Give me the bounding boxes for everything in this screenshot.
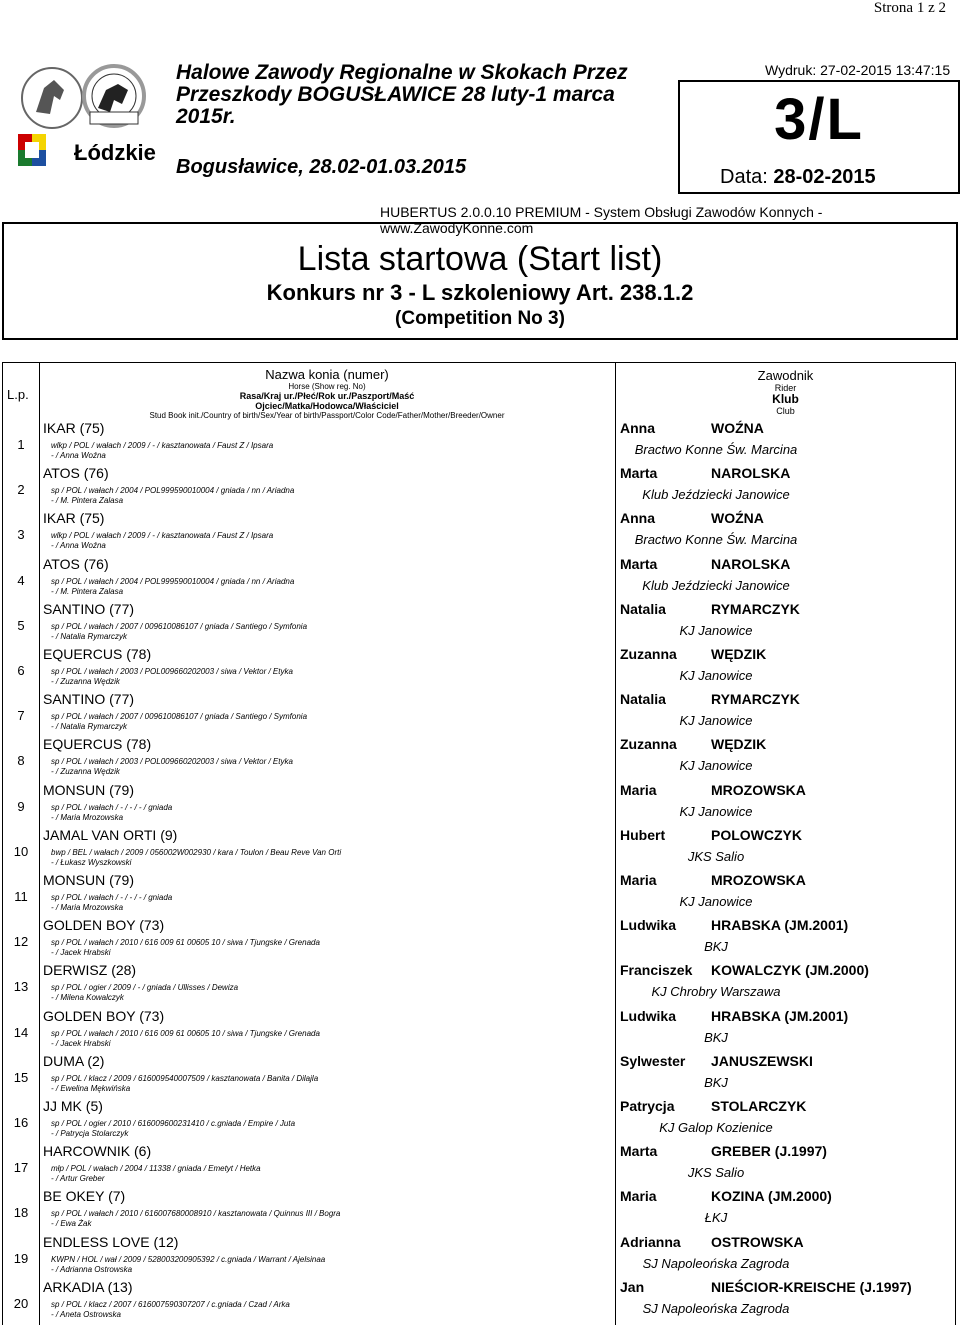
rider-last-name: WOŹNA — [711, 420, 764, 436]
horse-details — [51, 1300, 290, 1320]
start-number: 14 — [13, 1024, 29, 1040]
horse-details — [51, 1119, 295, 1139]
horse-owner: - / Anna Woźna — [51, 541, 106, 551]
table-row — [3, 1188, 955, 1236]
rider-club: JKS Salio — [687, 848, 745, 864]
horse-owner: - / Zuzanna Wędzik — [51, 677, 120, 686]
horse-details — [51, 938, 320, 958]
table-row — [3, 465, 955, 513]
horse-details — [51, 667, 293, 687]
horse-name: JJ MK (5) — [43, 1098, 103, 1114]
table-row — [3, 646, 955, 694]
rider-last-name: OSTROWSKA — [711, 1233, 804, 1250]
rider-header-en: Rider — [774, 383, 797, 393]
table-row — [3, 555, 955, 604]
rider-club: KJ Janowice — [679, 894, 753, 909]
horse-owner: - / Adrianna Ostrowska — [51, 1264, 133, 1274]
rider-header — [616, 363, 955, 416]
rider-first-name: Natalia — [620, 691, 666, 708]
start-number: 3 — [17, 527, 25, 543]
rider-first-name: Jan — [620, 1278, 645, 1295]
table-row — [3, 1143, 955, 1191]
table-row — [3, 1278, 955, 1327]
horse-owner: - / Anna Woźna — [51, 451, 106, 460]
rider-club: SJ Napoleońska Zagroda — [642, 1255, 790, 1271]
table-row — [3, 917, 955, 965]
lp-header: L.p. — [7, 387, 29, 402]
horse-name: ARKADIA (13) — [43, 1278, 133, 1295]
horse-details — [51, 486, 294, 506]
table-row — [3, 962, 955, 1010]
horse-details — [51, 893, 172, 913]
horse-name: BE OKEY (7) — [43, 1188, 126, 1205]
table-row — [3, 826, 955, 875]
date-label: Data: — [720, 166, 768, 188]
horse-header-parents: Ojciec/Matka/Hodowca/Właściciel — [255, 401, 399, 411]
horse-info: sp / POL / wałach / 2003 / POL009660202003 / siwa / Vektor / Etyka — [51, 757, 293, 767]
event-title: Halowe Zawody Regionalne w Skokach Przez Przeszkody BOGUSŁAWICE 28 luty-1 marca 2015r. — [176, 61, 628, 128]
horse-owner: - / Aneta Ostrowska — [51, 1309, 121, 1319]
start-list-table — [2, 362, 956, 1325]
horse-info: wlkp / POL / wałach / 2009 / - / kasztanowata / Faust Z / Ipsara — [51, 441, 274, 450]
rider-first-name: Anna — [620, 510, 655, 527]
table-row — [3, 1233, 955, 1282]
list-title: Lista startowa (Start list) — [297, 240, 663, 278]
rider-club: KJ Galop Kozienice — [659, 1120, 773, 1135]
start-number: 6 — [17, 663, 25, 678]
start-number: 2 — [17, 482, 25, 498]
start-number: 1 — [17, 437, 25, 452]
rider-club: KJ Janowice — [679, 622, 753, 638]
lodzkie-logo-text: Łódzkie — [74, 140, 156, 165]
competition-number: (Competition No 3) — [395, 308, 565, 329]
horse-name: ATOS (76) — [43, 465, 109, 482]
rider-club: BKJ — [704, 939, 728, 955]
rider-last-name: NIEŚCIOR-KREISCHE (J.1997) — [711, 1278, 912, 1295]
horse-name: HARCOWNIK (6) — [43, 1143, 152, 1160]
rider-club: Bractwo Konne Św. Marcina — [634, 442, 798, 457]
horse-info: sp / POL / ogier / 2010 / 616009600231410 / c.gniada / Empire / Juta — [51, 1119, 296, 1128]
horse-info: sp / POL / klacz / 2009 / 616009540007509 / kasztanowata / Banita / Dilajla — [51, 1073, 319, 1083]
horse-name: GOLDEN BOY (73) — [43, 917, 165, 934]
rider-first-name: Natalia — [620, 600, 666, 617]
horse-info: sp / POL / wałach / 2003 / POL009660202003 / siwa / Vektor / Etyka — [51, 667, 293, 676]
horse-owner: - / Zuzanna Wędzik — [51, 767, 120, 777]
rider-first-name: Patrycja — [620, 1098, 675, 1114]
horse-name: ATOS (76) — [43, 555, 109, 572]
rider-last-name: WĘDZIK — [711, 646, 767, 662]
start-number: 10 — [13, 843, 29, 859]
rider-club: ŁKJ — [704, 1210, 728, 1226]
rider-last-name: RYMARCZYK — [711, 691, 800, 708]
start-number: 18 — [13, 1205, 29, 1221]
rider-last-name: MROZOWSKA — [711, 872, 806, 888]
horse-owner: - / M. Pintera Zalasa — [51, 586, 124, 596]
horse-info: sp / POL / wałach / 2007 / 009610086107 / gniada / Santiego / Symfonia — [51, 621, 308, 631]
horse-details — [51, 803, 172, 823]
rider-first-name: Marta — [620, 555, 658, 572]
horse-info: wlkp / POL / wałach / 2009 / - / kasztanowata / Faust Z / Ipsara — [51, 531, 274, 541]
rider-first-name: Adrianna — [620, 1233, 681, 1250]
horse-info: bwp / BEL / wałach / 2009 / 056002W002930 / kara / Toulon / Beau Reve Van Orti — [51, 847, 342, 857]
start-number: 15 — [13, 1069, 29, 1085]
rider-last-name: HRABSKA (JM.2001) — [711, 917, 849, 934]
horse-details — [51, 983, 238, 1003]
horse-owner: - / Maria Mrozowska — [51, 903, 124, 912]
start-number: 9 — [17, 798, 25, 814]
horse-owner: - / Natalia Rymarczyk — [51, 631, 128, 641]
horse-owner: - / Patrycja Stolarczyk — [51, 1129, 129, 1138]
horse-details — [51, 712, 307, 732]
rider-first-name: Hubert — [620, 826, 666, 843]
page-label: Strona 1 z 2 — [873, 0, 946, 16]
rider-club: Bractwo Konne Św. Marcina — [634, 532, 798, 548]
software-line: HUBERTUS 2.0.0.10 PREMIUM - System Obsługi Zawodów Konnych - www.ZawodyKonne.com — [380, 204, 823, 236]
competition-date — [720, 166, 876, 189]
start-number: 4 — [17, 572, 25, 588]
competition-code-box — [678, 80, 960, 194]
horse-owner: - / Łukasz Wyszkowski — [51, 857, 132, 867]
table-row — [3, 736, 955, 784]
table-row — [3, 691, 955, 739]
horse-details — [51, 1255, 325, 1275]
rider-club: KJ Janowice — [679, 803, 753, 819]
rider-last-name: GREBER (J.1997) — [711, 1143, 827, 1160]
rider-club: SJ Napoleońska Zagroda — [642, 1300, 790, 1316]
horse-name: MONSUN (79) — [43, 781, 135, 798]
horse-info: sp / POL / wałach / 2004 / POL999590010004 / gniada / nn / Ariadna — [51, 576, 295, 586]
rider-club: Klub Jeździecki Janowice — [642, 487, 790, 503]
rider-last-name: POLOWCZYK — [711, 826, 802, 843]
rider-last-name: WOŹNA — [711, 510, 764, 527]
rider-first-name: Anna — [620, 420, 655, 436]
start-number: 13 — [13, 979, 29, 995]
start-number: 16 — [13, 1115, 29, 1130]
horse-owner: - / Jacek Hrabski — [51, 948, 111, 958]
horse-owner: - / Milena Kowalczyk — [51, 993, 124, 1003]
table-row — [3, 1007, 955, 1056]
horse-info: sp / POL / wałach / 2010 / 616 009 61 00605 10 / siwa / Tjungske / Grenada — [51, 938, 320, 948]
start-number: 7 — [17, 708, 25, 724]
horse-name: IKAR (75) — [43, 510, 105, 527]
print-timestamp: Wydruk: 27-02-2015 13:47:15 — [765, 62, 951, 78]
horse-header-title: Nazwa konia (numer) — [265, 367, 389, 382]
horse-details — [51, 1029, 320, 1049]
horse-owner: - / Natalia Rymarczyk — [51, 722, 128, 732]
horse-details — [51, 441, 273, 461]
organizer-logos — [14, 60, 164, 190]
horse-logo-icon — [14, 60, 164, 190]
table-row — [3, 420, 955, 468]
rider-club: BKJ — [704, 1029, 728, 1045]
horse-info: sp / POL / wałach / 2010 / 616007680008910 / kasztanowata / Quinnus III / Bogra — [51, 1209, 341, 1219]
horse-info: sp / POL / wałach / 2010 / 616 009 61 00605 10 / siwa / Tjungske / Grenada — [51, 1028, 320, 1038]
horse-header-info: Rasa/Kraj ur./Płeć/Rok ur./Paszport/Maść — [239, 391, 415, 401]
competition-title: Konkurs nr 3 - L szkoleniowy Art. 238.1.2 — [266, 280, 694, 305]
horse-owner: - / Artur Greber — [51, 1174, 105, 1184]
rider-first-name: Marta — [620, 465, 658, 482]
rider-last-name: STOLARCZYK — [711, 1098, 807, 1114]
rider-first-name: Maria — [620, 872, 657, 888]
horse-details — [51, 577, 294, 597]
event-date: Bogusławice, 28.02-01.03.2015 — [176, 156, 467, 178]
rider-club: BKJ — [704, 1074, 728, 1090]
rider-first-name: Sylwester — [620, 1052, 686, 1069]
rider-first-name: Ludwika — [620, 917, 677, 934]
horse-details — [51, 1074, 318, 1094]
table-row — [3, 872, 955, 920]
horse-name: EQUERCUS (78) — [43, 646, 152, 662]
title-box — [2, 222, 958, 340]
horse-info: sp / POL / ogier / 2009 / - / gniada / Ullisses / Dewiza — [51, 983, 239, 993]
rider-first-name: Zuzanna — [620, 646, 677, 662]
table-row — [3, 1098, 955, 1146]
table-row — [3, 781, 955, 830]
rider-last-name: JANUSZEWSKI — [711, 1052, 813, 1069]
start-number: 5 — [17, 617, 25, 633]
horse-details — [51, 757, 293, 777]
horse-name: SANTINO (77) — [43, 600, 135, 617]
competition-code: 3/L — [774, 87, 864, 152]
rider-last-name: NAROLSKA — [711, 465, 791, 482]
horse-info: sp / POL / wałach / 2007 / 009610086107 / gniada / Santiego / Symfonia — [51, 712, 308, 722]
rider-club: Klub Jeździecki Janowice — [642, 577, 790, 593]
rider-header-title: Zawodnik — [757, 368, 814, 383]
rider-first-name: Maria — [620, 1188, 657, 1205]
horse-name: DUMA (2) — [43, 1052, 105, 1069]
rider-club: KJ Janowice — [679, 758, 753, 774]
horse-details — [51, 531, 273, 551]
rider-last-name: KOWALCZYK (JM.2000) — [711, 962, 869, 979]
date-value: 28-02-2015 — [773, 166, 876, 188]
horse-details — [51, 1164, 261, 1184]
start-number: 20 — [13, 1295, 29, 1311]
horse-details — [51, 848, 341, 868]
start-number: 19 — [13, 1250, 29, 1266]
horse-name: DERWISZ (28) — [43, 962, 137, 979]
horse-name: EQUERCUS (78) — [43, 736, 152, 753]
rider-last-name: MROZOWSKA — [711, 781, 806, 798]
horse-owner: - / Ewelina Mękwińska — [51, 1083, 131, 1093]
table-row — [3, 1052, 955, 1101]
horse-owner: - / Maria Mrozowska — [51, 812, 124, 822]
horse-info: KWPN / HOL / wał / 2009 / 528003200905392 / c.gniada / Warrant / Ajelsinaa — [51, 1254, 326, 1264]
rider-first-name: Ludwika — [620, 1007, 677, 1024]
horse-owner: - / Ewa Żak — [51, 1219, 92, 1229]
horse-header-info-en: Stud Book init./Country of birth/Sex/Year of birth/Passport/Color Code/Father/Mother/Breeder/Owner — [149, 411, 505, 420]
horse-info: sp / POL / wałach / - / - / - / gniada — [51, 802, 173, 812]
rider-last-name: HRABSKA (JM.2001) — [711, 1007, 849, 1024]
start-number: 8 — [17, 753, 25, 769]
rider-club: KJ Janowice — [679, 713, 753, 729]
horse-info: młp / POL / wałach / 2004 / 11338 / gniada / Emetyt / Hetka — [51, 1164, 261, 1174]
horse-info: sp / POL / klacz / 2007 / 616007590307207 / c.gniada / Czad / Arka — [51, 1299, 290, 1309]
club-header-title: Klub — [772, 392, 799, 406]
rider-club: KJ Janowice — [679, 668, 753, 683]
rider-last-name: KOZINA (JM.2000) — [711, 1188, 832, 1205]
horse-name: JAMAL VAN ORTI (9) — [43, 826, 178, 843]
horse-owner: - / M. Pintera Zalasa — [51, 496, 124, 506]
horse-info: sp / POL / wałach / 2004 / POL999590010004 / gniada / nn / Ariadna — [51, 486, 295, 496]
rider-first-name: Maria — [620, 781, 657, 798]
horse-details — [51, 1209, 340, 1229]
horse-header-en: Horse (Show reg. No) — [288, 382, 366, 391]
horse-owner: - / Jacek Hrabski — [51, 1038, 111, 1048]
horse-name: SANTINO (77) — [43, 691, 135, 708]
rider-first-name: Marta — [620, 1143, 658, 1160]
rider-club: KJ Chrobry Warszawa — [651, 984, 781, 1000]
rider-first-name: Zuzanna — [620, 736, 677, 753]
horse-details — [51, 622, 307, 642]
horse-name: IKAR (75) — [43, 420, 105, 436]
rider-club: JKS Salio — [687, 1165, 745, 1181]
start-number: 11 — [14, 889, 28, 904]
horse-name: ENDLESS LOVE (12) — [43, 1233, 179, 1250]
horse-name: MONSUN (79) — [43, 872, 135, 888]
horse-header — [39, 363, 615, 420]
club-header-en: Club — [776, 406, 795, 416]
table-row — [3, 600, 955, 649]
rider-last-name: WĘDZIK — [711, 736, 767, 753]
horse-name: GOLDEN BOY (73) — [43, 1007, 165, 1024]
rider-last-name: NAROLSKA — [711, 555, 791, 572]
start-number: 17 — [13, 1160, 29, 1176]
rider-last-name: RYMARCZYK — [711, 600, 800, 617]
rider-first-name: Franciszek — [620, 962, 693, 979]
horse-info: sp / POL / wałach / - / - / - / gniada — [51, 893, 173, 902]
table-row — [3, 510, 955, 558]
start-number: 12 — [13, 934, 29, 950]
